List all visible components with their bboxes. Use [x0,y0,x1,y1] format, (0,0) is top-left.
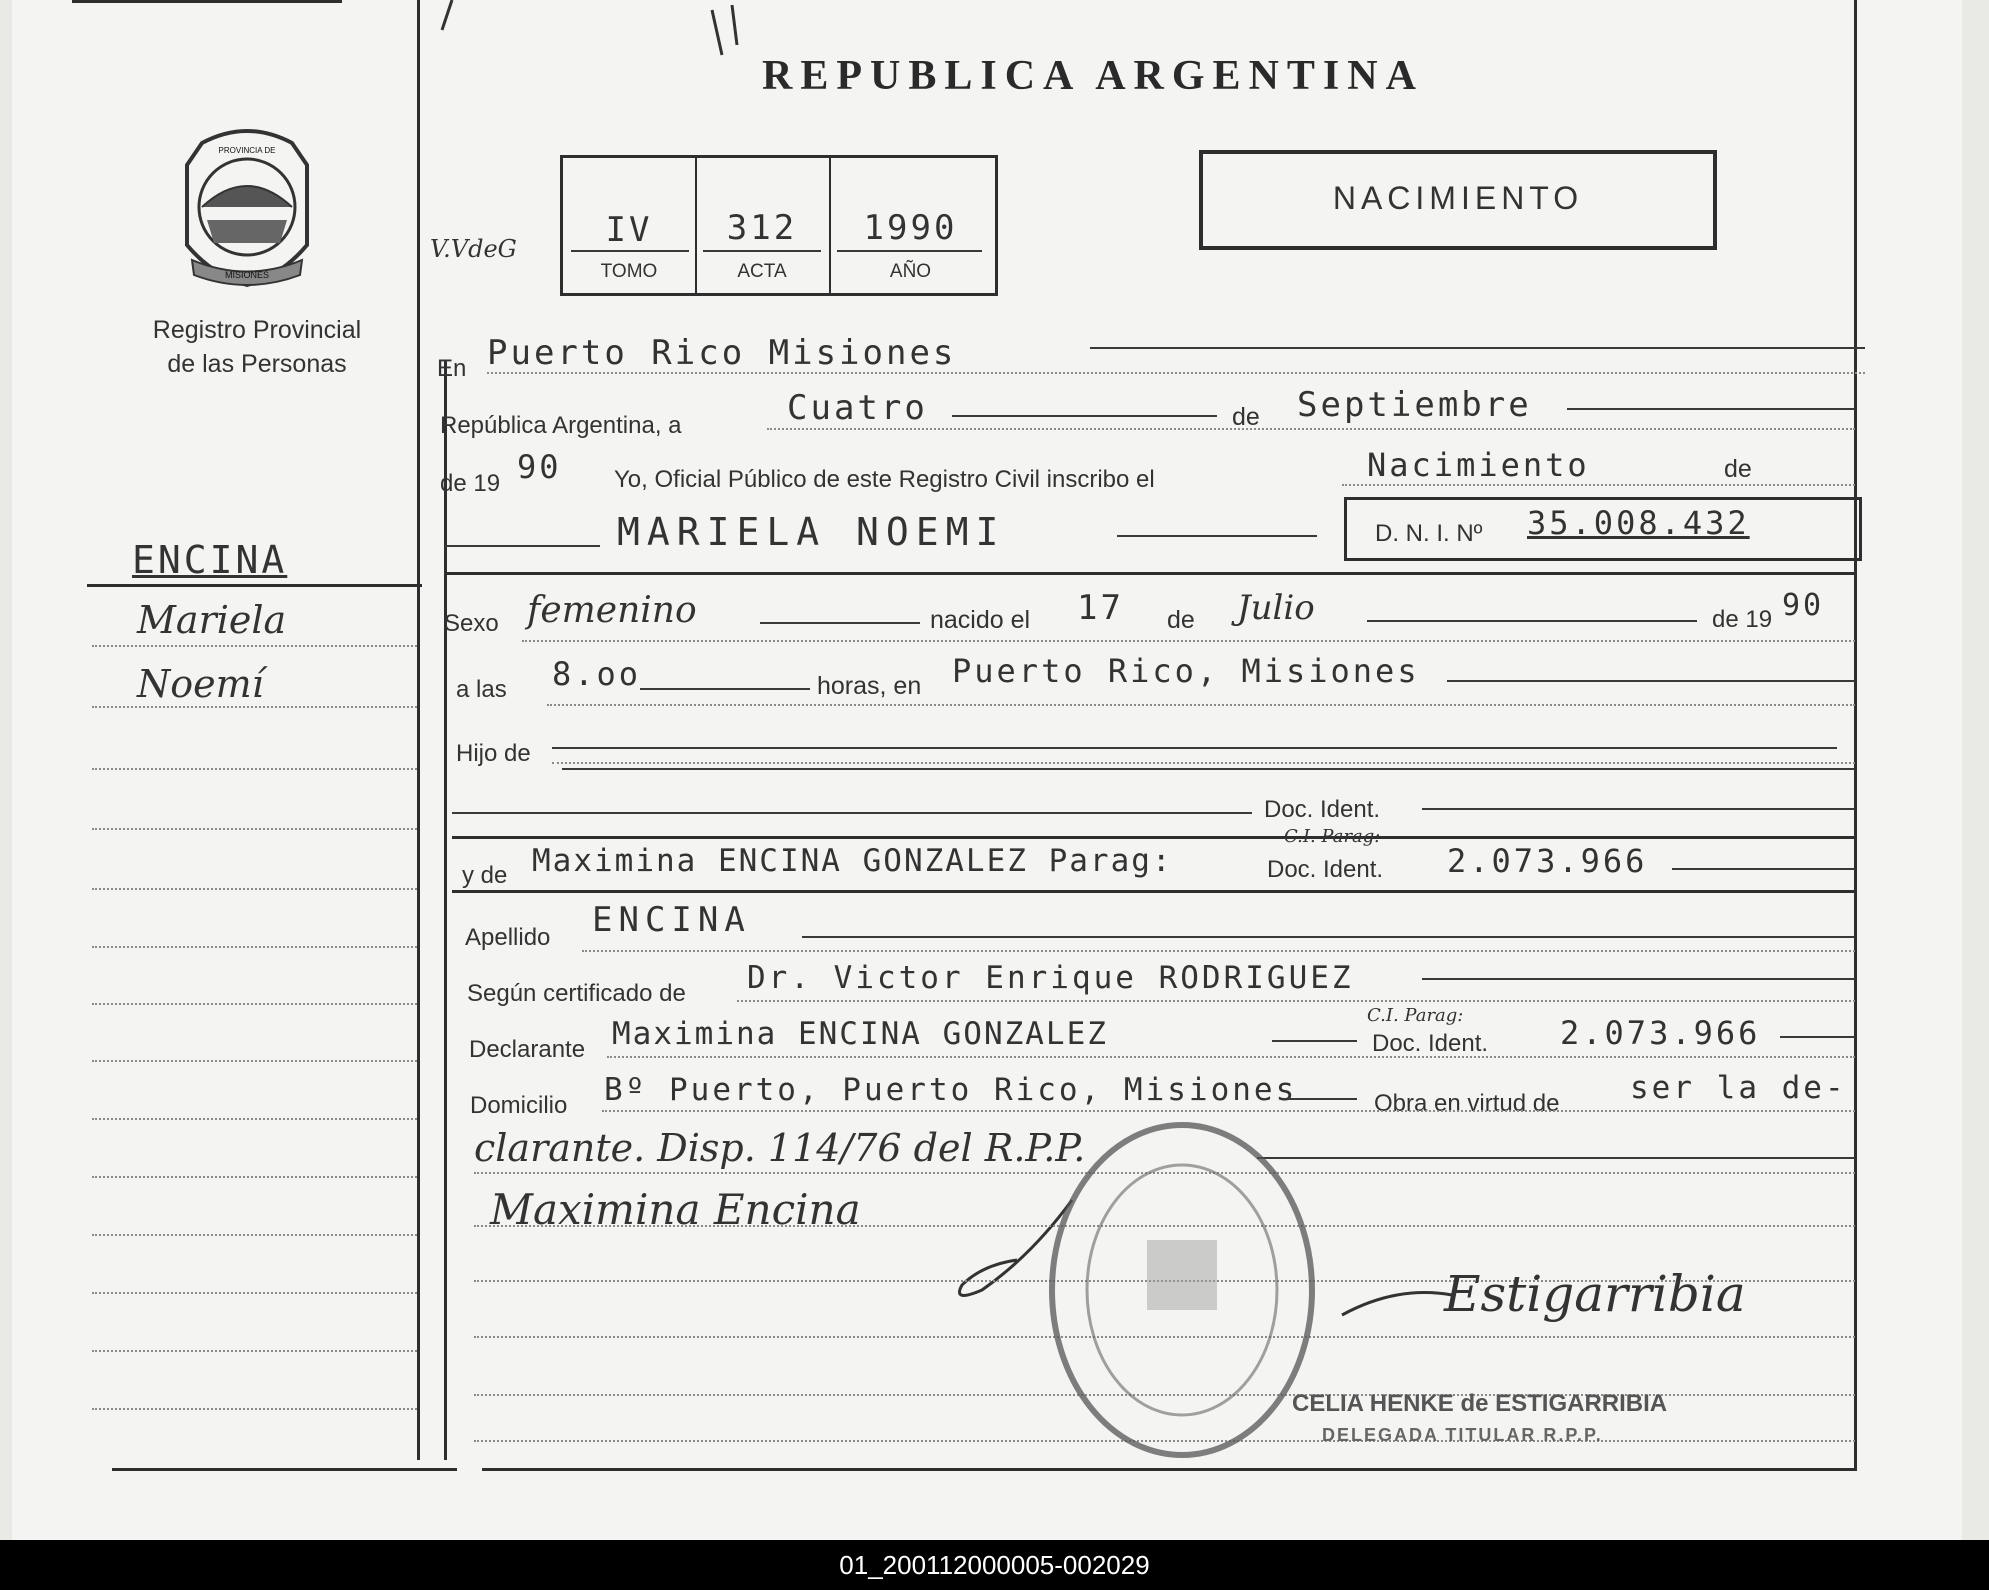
tomo-value: IV [605,210,653,250]
acta-value: 312 [726,208,798,248]
y-de-label: y de [462,862,508,889]
year-suffix: 90 [517,448,562,486]
anio-value: 1990 [863,208,958,248]
yo-text: Yo, Oficial Público de este Registro Civil inscribo el [614,466,1155,493]
doctor-value: Dr. Victor Enrique RODRIGUEZ [747,960,1354,996]
segun-label: Según certificado de [467,980,686,1007]
registry-stamp [1037,1110,1327,1470]
record-number-box [560,155,998,296]
dni-box [1344,497,1862,561]
form-left-border [444,360,447,1460]
declarante-doc-ident-label: Doc. Ident. [1372,1030,1489,1057]
seal-banner-text: MISIONES [224,270,270,280]
republica-label: República Argentina, a [440,412,682,439]
sidebar-divider-line [87,584,422,587]
record-type: NACIMIENTO [1332,180,1584,216]
sexo-label: Sexo [444,610,499,637]
child-name: MARIELA NOEMI [617,510,1006,554]
anio-label: AÑO [889,261,932,282]
birth-year-suffix: 90 [1782,588,1825,623]
apellido-label: Apellido [465,924,551,951]
father-doc-ident-label: Doc. Ident. [1264,796,1381,823]
hijo-de-label: Hijo de [456,740,531,767]
month-value: Septiembre [1297,385,1532,425]
tomo-cell [563,158,697,293]
margin-note: V.VdeG [430,235,517,263]
obra-value: ser la de- [1630,1070,1847,1106]
official-stamp-line-1: CELIA HENKE de ESTIGARRIBIA [1292,1390,1668,1417]
tomo-label: TOMO [600,261,658,282]
obra-continuation: clarante. Disp. 114/76 del R.P.P. [474,1126,1086,1170]
sidebar-given-name-2: Noemí [137,662,264,706]
certificate-page [12,0,1962,1540]
act-type-value: Nacimiento [1367,446,1590,484]
dni-label: D. N. I. Nº [1375,520,1483,547]
declarante-doc-value: 2.073.966 [1560,1014,1761,1052]
domicilio-label: Domicilio [470,1092,568,1119]
form-right-border [1854,0,1857,1470]
obra-label: Obra en virtud de [1374,1090,1560,1117]
mother-doc-note: C.I. Parag: [1284,826,1381,847]
page-title: REPUBLICA ARGENTINA [762,53,1424,99]
acta-label: ACTA [737,261,787,282]
day-words-value: Cuatro [787,388,928,428]
de-label-3: de [1167,606,1195,634]
acta-cell [695,158,831,293]
year-prefix: de 19 [440,470,501,497]
birth-hour: 8.oo [552,655,642,693]
sidebar-given-name-1: Mariela [137,598,287,642]
birth-year-prefix: de 19 [1712,606,1773,633]
image-caption: 01_200112000005-002029 [0,1540,1989,1590]
anio-cell [829,158,992,293]
mother-doc-value: 2.073.966 [1447,842,1648,880]
dni-value: 35.008.432 [1527,504,1750,542]
mother-name: Maximina ENCINA GONZALEZ Parag: [532,843,1173,879]
declarante-value: Maximina ENCINA GONZALEZ [612,1016,1108,1052]
record-type-box [1199,150,1717,250]
birth-month: Julio [1237,588,1315,628]
apellido-value: ENCINA [592,900,751,940]
birth-place: Puerto Rico, Misiones [952,652,1420,690]
declarant-signature: Maximina Encina [490,1185,861,1234]
official-signature: Estigarribia [1444,1265,1746,1323]
en-label: En [437,355,467,382]
top-border-left [72,0,342,3]
sexo-value: femenino [527,590,697,631]
sidebar-divider [417,0,420,1460]
nacido-label: nacido el [930,606,1031,634]
horas-en-label: horas, en [817,672,922,700]
sidebar-surname: ENCINA [132,538,288,582]
seal-top-text: PROVINCIA DE [218,146,276,155]
place-value: Puerto Rico Misiones [487,333,957,373]
issuer-line-2: de las Personas [167,350,347,378]
birth-day: 17 [1077,588,1124,628]
pen-marks [432,0,772,60]
province-seal-icon [172,125,322,290]
official-stamp-line-2: DELEGADA TITULAR R.P.P. [1322,1425,1603,1445]
declarante-label: Declarante [469,1036,586,1063]
de-label-1: de [1232,403,1260,431]
issuer-line-1: Registro Provincial [152,316,362,344]
de-label-2: de [1724,455,1752,483]
official-signature-stroke [1337,1275,1457,1335]
mother-doc-ident-label: Doc. Ident. [1267,856,1384,883]
declarante-doc-note: C.I. Parag: [1367,1005,1464,1026]
domicilio-value: Bº Puerto, Puerto Rico, Misiones [604,1072,1298,1108]
a-las-label: a las [456,676,507,703]
